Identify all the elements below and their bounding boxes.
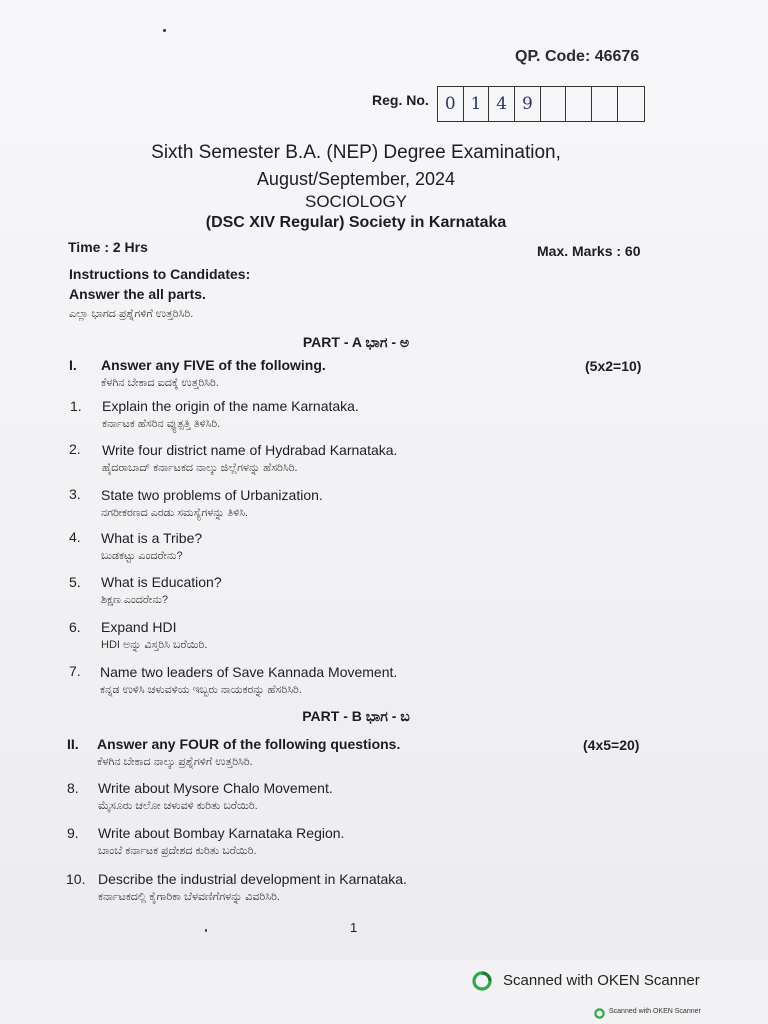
scanner-watermark-small: Scanned with OKEN Scanner (609, 1008, 701, 1015)
qp-code: QP. Code: 46676 (515, 48, 640, 65)
section-instruction: Answer any FIVE of the following. (101, 357, 326, 373)
subject-name: SOCIOLOGY (304, 192, 408, 211)
exam-session: August/September, 2024 (256, 169, 456, 189)
section-instruction-kannada: ಕೆಳಗಿನ ಬೇಕಾದ ನಾಲ್ಕು ಪ್ರಶ್ನೆಗಳಿಗೆ ಉತ್ತರಿಸಿರಿ. (97, 756, 253, 768)
reg-digit-box: 0 (438, 87, 464, 121)
exam-title: Sixth Semester B.A. (NEP) Degree Examination, (151, 142, 561, 163)
question-number: 5. (69, 574, 81, 590)
paper-name: (DSC XIV Regular) Society in Karnataka (205, 214, 507, 231)
time-allowed: Time : 2 Hrs (68, 239, 148, 255)
reg-digit-box: 9 (515, 87, 541, 121)
question-kannada: ಶಿಕ್ಷಣ ಎಂದರೇನು? (101, 594, 169, 606)
paper-speck (163, 29, 166, 32)
question-text: Write four district name of Hydrabad Karnataka. (102, 442, 398, 458)
max-marks: Max. Marks : 60 (537, 243, 641, 259)
reg-digit-box (541, 87, 567, 121)
question-kannada: ಬುಡಕಟ್ಟು ಎಂದರೇನು? (101, 550, 183, 562)
section-instruction: Answer any FOUR of the following questions. (97, 736, 401, 752)
question-number: 10. (66, 871, 86, 887)
question-kannada: ಕನ್ನಡ ಉಳಿಸಿ ಚಳುವಳಿಯ ಇಬ್ಬರು ನಾಯಕರನ್ನು ಹೆಸರಿಸಿರಿ. (100, 684, 302, 696)
question-number: 4. (69, 529, 81, 545)
reg-digit-box (618, 87, 644, 121)
question-text: What is Education? (101, 574, 222, 590)
oken-scanner-logo-icon (472, 971, 492, 991)
instructions-title: Instructions to Candidates: (69, 266, 251, 282)
section-instruction-kannada: ಕೆಳಗಿನ ಬೇಕಾದ ಐದಕ್ಕೆ ಉತ್ತರಿಸಿರಿ. (101, 377, 219, 389)
section-marks: (5x2=10) (585, 358, 642, 374)
question-text: Expand HDI (101, 619, 177, 635)
reg-no-boxes (437, 86, 645, 122)
question-kannada: ಕರ್ನಾಟಕದಲ್ಲಿ ಕೈಗಾರಿಕಾ ಬೆಳವಣಿಗೆಗಳನ್ನು ವಿವರಿಸಿರಿ. (98, 891, 280, 903)
question-text: What is a Tribe? (101, 530, 203, 546)
instructions-text: Answer the all parts. (69, 286, 206, 302)
section-marks: (4x5=20) (583, 737, 640, 753)
reg-digit-box: 4 (489, 87, 515, 121)
reg-digit-box (566, 87, 592, 121)
part-b-heading: PART - B ಭಾಗ - ಬ (302, 708, 410, 724)
reg-no-label: Reg. No. (372, 92, 429, 108)
reg-digit-box (592, 87, 618, 121)
question-number: 8. (67, 780, 79, 796)
question-text: State two problems of Urbanization. (101, 487, 323, 503)
question-kannada: ಕರ್ನಾಟಕ ಹೆಸರಿನ ವ್ಯುತ್ಪತ್ತಿ ತಿಳಿಸಿರಿ. (102, 418, 221, 430)
question-number: 1. (70, 398, 82, 414)
scanner-watermark: Scanned with OKEN Scanner (503, 972, 700, 989)
question-number: 3. (69, 486, 81, 502)
question-text: Describe the industrial development in Karnataka. (98, 871, 407, 887)
question-kannada: ನಗರೀಕರಣದ ಎರಡು ಸಮಸ್ಯೆಗಳನ್ನು ತಿಳಿಸಿ. (101, 507, 249, 519)
paper-speck (205, 929, 207, 932)
question-text: Write about Bombay Karnataka Region. (98, 825, 345, 841)
section-number: I. (69, 357, 77, 373)
question-kannada: ಹೈದರಾಬಾದ್ ಕರ್ನಾಟಕದ ನಾಲ್ಕು ಜಿಲ್ಲೆಗಳನ್ನು ಹೆಸರಿಸಿರಿ. (102, 462, 298, 474)
section-number: II. (67, 736, 79, 752)
question-number: 2. (69, 441, 81, 457)
oken-scanner-logo-small-icon (594, 1008, 605, 1019)
page-number: 1 (350, 920, 358, 935)
question-text: Name two leaders of Save Kannada Movement. (100, 664, 398, 680)
question-kannada: ಮೈಸೂರು ಚಲೋ ಚಳುವಳಿ ಕುರಿತು ಬರೆಯಿರಿ. (98, 800, 258, 812)
question-kannada: HDI ಅನ್ನು ವಿಸ್ತರಿಸಿ ಬರೆಯಿರಿ. (101, 639, 208, 651)
question-text: Write about Mysore Chalo Movement. (98, 780, 333, 796)
question-number: 7. (69, 663, 81, 679)
instructions-kannada: ಎಲ್ಲಾ ಭಾಗದ ಪ್ರಶ್ನೆಗಳಿಗೆ ಉತ್ತರಿಸಿರಿ. (69, 308, 194, 320)
reg-digit-box: 1 (464, 87, 490, 121)
question-text: Explain the origin of the name Karnataka. (102, 398, 359, 414)
question-kannada: ಬಾಂಬೆ ಕರ್ನಾಟಕ ಪ್ರದೇಶದ ಕುರಿತು ಬರೆಯಿರಿ. (98, 845, 257, 857)
question-number: 6. (69, 619, 81, 635)
part-a-heading: PART - A ಭಾಗ - ಅ (302, 334, 410, 350)
question-number: 9. (67, 825, 79, 841)
